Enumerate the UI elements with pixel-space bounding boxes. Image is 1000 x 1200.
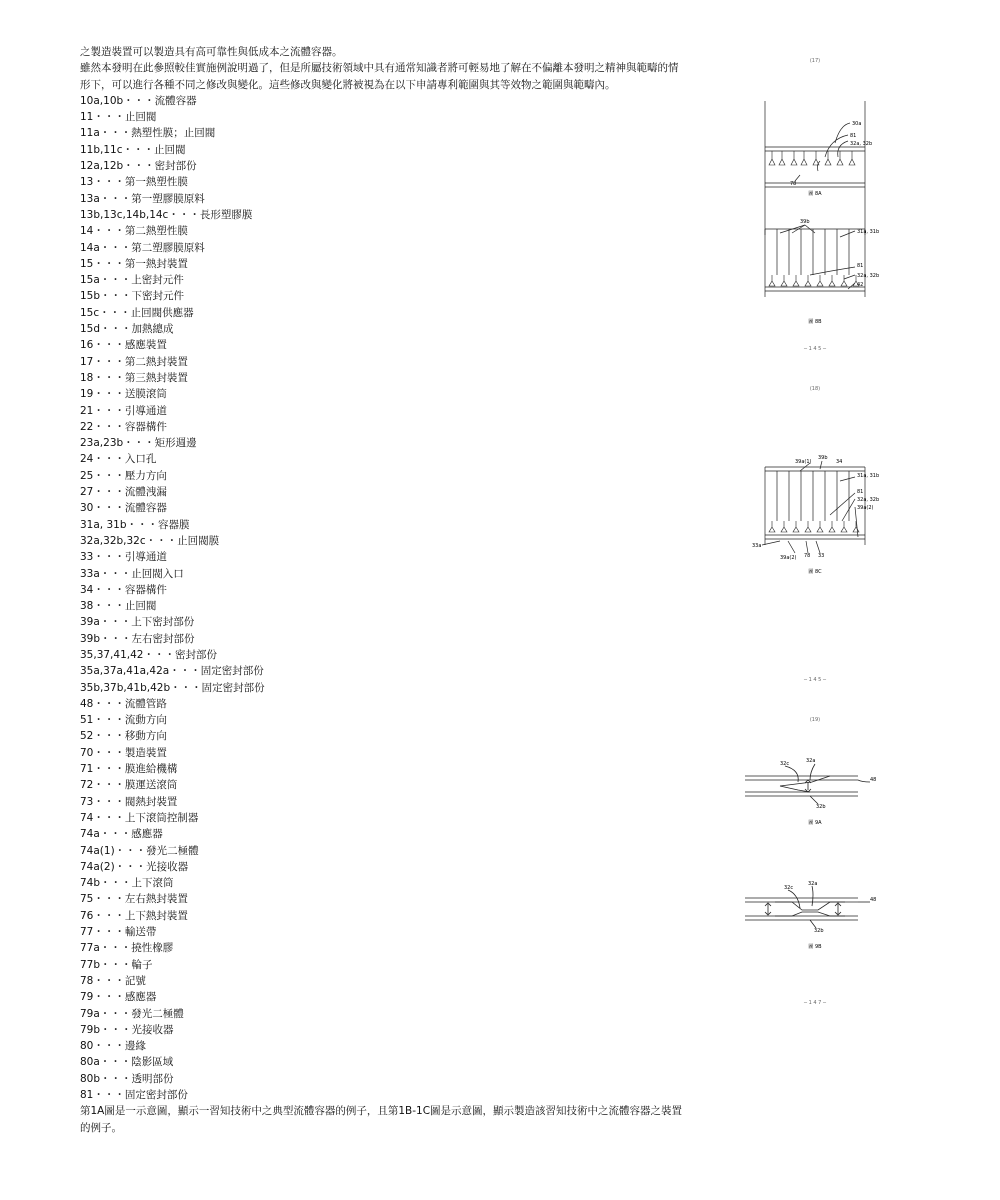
reference-item: 72・・・膜運送滾筒 <box>80 779 178 792</box>
fig8a-label-78: 78 <box>790 181 797 187</box>
fig8c-label-39b: 39b <box>818 455 828 461</box>
reference-item: 15b・・・下密封元件 <box>80 290 185 303</box>
fig8a-label-30a: 30a <box>852 121 862 127</box>
reference-item: 77b・・・輪子 <box>80 958 153 971</box>
page-mark: (18) <box>809 386 821 392</box>
reference-item: 11a・・・熱塑性膜；止回閥 <box>80 127 216 140</box>
reference-item: 23a,23b・・・矩形週邊 <box>80 437 197 450</box>
reference-item: 13b,13c,14b,14c・・・長形塑膠膜 <box>80 208 253 221</box>
fig8b-label-42: 42 <box>857 282 864 288</box>
reference-item: 14a・・・第二塑膠膜原料 <box>80 241 205 254</box>
reference-item: 19・・・送膜滾筒 <box>80 388 167 401</box>
reference-item: 79a・・・發光二極體 <box>80 1007 184 1020</box>
reference-item: 25・・・壓力方向 <box>80 469 167 482</box>
reference-item: 32a,32b,32c・・・止回閥膜 <box>80 534 220 547</box>
reference-item: 74a(1)・・・發光二極體 <box>80 844 199 857</box>
fig9a-label-32a: 32a <box>806 758 816 764</box>
reference-item: 39b・・・左右密封部份 <box>80 632 195 645</box>
reference-item: 15c・・・止回閥供應器 <box>80 306 194 319</box>
figure-8c <box>740 455 890 585</box>
reference-item: 31a, 31b・・・容器膜 <box>80 518 190 531</box>
reference-item: 30・・・流體容器 <box>80 502 167 515</box>
fig8c-caption: 圖 8C <box>808 569 822 575</box>
fig8c-label-39a2-right: 39a(2) <box>857 505 874 511</box>
reference-item: 35,37,41,42・・・密封部份 <box>80 648 217 661</box>
reference-item: 74a・・・感應器 <box>80 828 163 841</box>
reference-item: 15a・・・上密封元件 <box>80 274 184 287</box>
fig8a-label-81: 81 <box>850 133 857 139</box>
reference-item: 78・・・記號 <box>80 974 146 987</box>
reference-item: 13a・・・第一塑膠膜原料 <box>80 192 205 205</box>
reference-item: 35a,37a,41a,42a・・・固定密封部份 <box>80 665 264 678</box>
reference-item: 71・・・膜進給機構 <box>80 763 178 776</box>
reference-item: 11・・・止回閥 <box>80 111 157 124</box>
fig9b-label-48: 48 <box>870 897 877 903</box>
reference-item: 33・・・引導通道 <box>80 551 167 564</box>
fig9a-caption: 圖 9A <box>808 820 822 826</box>
reference-item: 77・・・輸送帶 <box>80 926 157 939</box>
reference-item: 17・・・第二熱封裝置 <box>80 355 188 368</box>
description-text <box>80 44 688 1136</box>
fig8b-label-81: 81 <box>857 263 864 269</box>
fig9b-caption: 圖 9B <box>808 944 822 950</box>
page-mark: ─ 1 4 5 ─ <box>804 346 826 352</box>
reference-item: 22・・・容器構件 <box>80 420 167 433</box>
fig8c-label-32: 32a, 32b <box>857 497 880 503</box>
page-mark: ─ 1 4 7 ─ <box>804 1000 826 1006</box>
reference-item: 34・・・容器構件 <box>80 583 167 596</box>
figure-8b <box>740 215 890 340</box>
reference-item: 33a・・・止回閥入口 <box>80 567 184 580</box>
reference-item: 48・・・流體管路 <box>80 697 167 710</box>
fig8b-caption: 圖 8B <box>808 319 822 325</box>
fig8b-label-31: 31a, 31b <box>857 229 880 235</box>
figure-9b <box>740 880 890 960</box>
paragraph-modifications: 雖然本發明在此參照較佳實施例說明過了，但是所屬技術領域中具有通常知識者將可輕易地了解在不偏離本發明之精神與範疇的情形下，可以進行各種不同之修改與變化。這些修改與變化將被視為在以下申請專利範圍與其等效物之範圍與範疇內。 <box>80 62 679 91</box>
reference-numeral-list <box>80 93 688 1103</box>
reference-item: 39a・・・上下密封部份 <box>80 616 195 629</box>
reference-item: 81・・・固定密封部份 <box>80 1089 188 1101</box>
fig8a-label-32: 32a, 32b <box>850 141 873 147</box>
fig9a-label-32b: 32b <box>816 804 826 810</box>
reference-item: 14・・・第二熱塑性膜 <box>80 225 188 238</box>
page-mark: ─ 1 4 5 ─ <box>804 677 826 683</box>
reference-item: 15・・・第一熱封裝置 <box>80 257 188 270</box>
reference-item: 18・・・第三熱封裝置 <box>80 371 188 384</box>
reference-item: 79b・・・光接收器 <box>80 1023 174 1036</box>
reference-item: 73・・・閥熱封裝置 <box>80 795 178 808</box>
fig8c-label-33: 33 <box>818 553 825 559</box>
reference-item: 27・・・流體洩漏 <box>80 486 167 499</box>
fig8c-label-78: 78 <box>804 553 811 559</box>
reference-item: 35b,37b,41b,42b・・・固定密封部份 <box>80 681 265 694</box>
intro-line: 之製造裝置可以製造具有高可靠性與低成本之流體容器。 <box>80 46 343 58</box>
reference-item: 12a,12b・・・密封部份 <box>80 160 197 173</box>
fig8c-label-33a: 33a <box>752 543 762 549</box>
fig9a-label-48: 48 <box>870 777 877 783</box>
fig8c-label-31: 31a, 31b <box>857 473 880 479</box>
reference-item: 38・・・止回閥 <box>80 600 157 613</box>
reference-item: 24・・・入口孔 <box>80 453 157 466</box>
reference-item: 13・・・第一熱塑性膜 <box>80 176 188 189</box>
reference-item: 80b・・・透明部份 <box>80 1072 174 1085</box>
fig8c-label-34: 34 <box>836 459 843 465</box>
reference-item: 15d・・・加熱總成 <box>80 323 174 336</box>
fig8b-label-39b: 39b <box>800 219 810 225</box>
figure-9a <box>740 752 890 832</box>
reference-item: 74b・・・上下滾筒 <box>80 877 174 890</box>
paragraph-figure-1: 第1A圖是一示意圖，顯示一習知技術中之典型流體容器的例子，且第1B-1C圖是示意圖，顯示製造該習知技術中之流體容器之裝置的例子。 <box>80 1105 683 1134</box>
reference-item: 74a(2)・・・光接收器 <box>80 860 189 873</box>
reference-item: 74・・・上下滾筒控制器 <box>80 811 199 824</box>
reference-item: 77a・・・撓性橡膠 <box>80 942 174 955</box>
reference-item: 51・・・流動方向 <box>80 714 167 727</box>
reference-item: 80a・・・陰影區域 <box>80 1056 174 1069</box>
fig9b-label-32c: 32c <box>784 885 794 891</box>
reference-item: 75・・・左右熱封裝置 <box>80 893 188 906</box>
fig9b-label-32b: 32b <box>814 928 824 934</box>
fig9b-label-32a: 32a <box>808 881 818 887</box>
reference-item: 21・・・引導通道 <box>80 404 167 417</box>
reference-item: 52・・・移動方向 <box>80 730 167 743</box>
reference-item: 16・・・感應裝置 <box>80 339 167 352</box>
reference-item: 10a,10b・・・流體容器 <box>80 94 197 107</box>
fig8c-label-81: 81 <box>857 489 864 495</box>
page-mark: (17) <box>809 58 821 64</box>
reference-item: 80・・・邊緣 <box>80 1040 146 1053</box>
fig8a-caption: 圖 8A <box>808 191 822 197</box>
figure-column <box>740 50 890 1170</box>
reference-item: 70・・・製造裝置 <box>80 746 167 759</box>
reference-item: 76・・・上下熱封裝置 <box>80 909 188 922</box>
fig9a-label-32c: 32c <box>780 761 790 767</box>
fig8c-label-39a2-bottom: 39a(2) <box>780 555 797 561</box>
fig8b-label-32: 32a, 32b <box>857 273 880 279</box>
reference-item: 11b,11c・・・止回閥 <box>80 143 186 156</box>
fig8c-label-39a1: 39a(1) <box>795 459 812 465</box>
reference-item: 79・・・感應器 <box>80 991 157 1004</box>
page-mark: (19) <box>809 717 821 723</box>
